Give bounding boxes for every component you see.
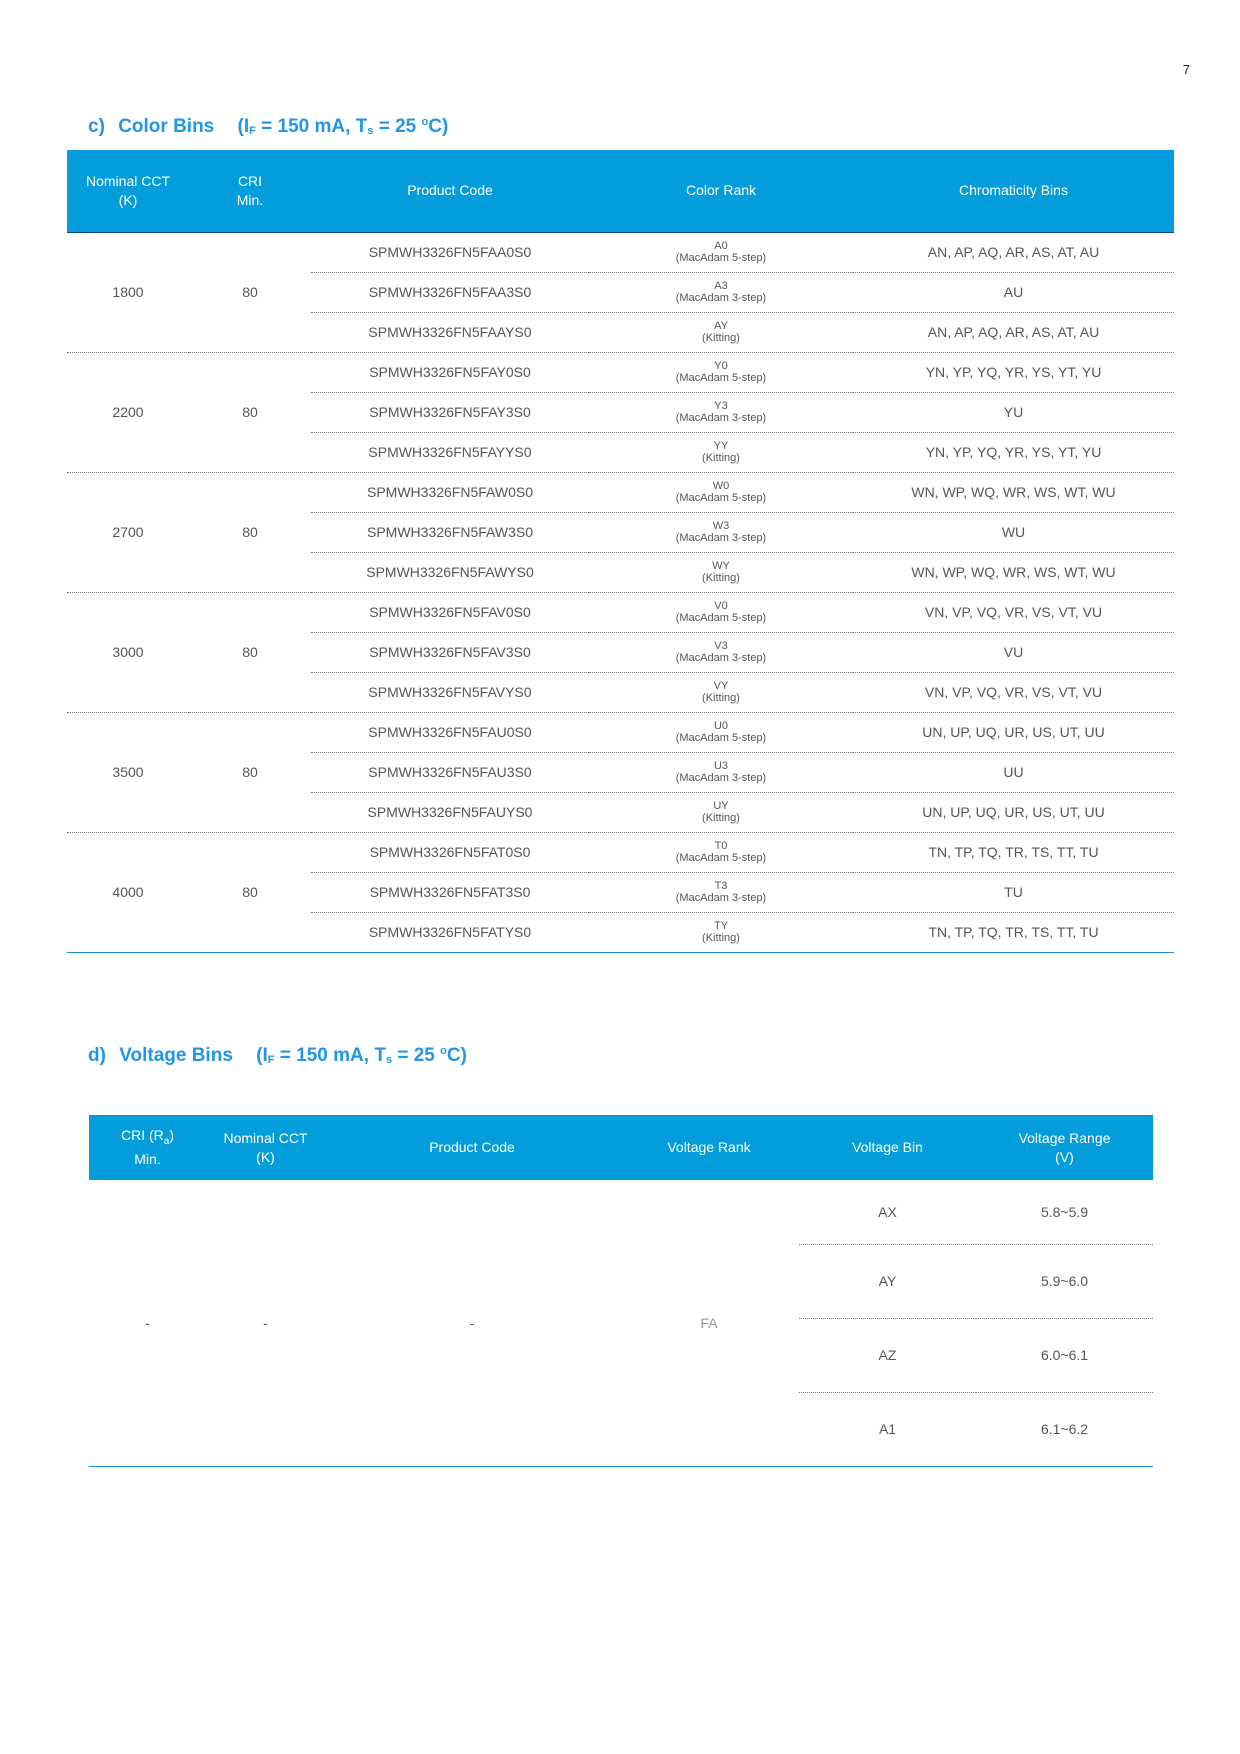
- voltage-bins-title: [88, 1045, 467, 1067]
- color-rank-note: (MacAdam 5-step): [675, 732, 767, 744]
- header-voltage-rank: Voltage Rank: [619, 1115, 799, 1180]
- color-rank-note: (MacAdam 3-step): [675, 412, 767, 424]
- color-rank-note: (MacAdam 3-step): [675, 892, 767, 904]
- test-condition: ($I_F = 150$ mA, $T_s = 25$ $^o$C): [256, 1045, 467, 1066]
- product-code-cell: SPMWH3326FN5FAY3S0: [311, 392, 589, 432]
- header-chromaticity-bins: Chromaticity Bins: [853, 150, 1174, 232]
- color-rank-code: W3: [712, 520, 730, 532]
- color-rank-note: (Kitting): [702, 332, 740, 344]
- color-rank-note: (MacAdam 5-step): [675, 372, 767, 384]
- chromaticity-bins-cell: UN, UP, UQ, UR, US, UT, UU: [853, 712, 1174, 752]
- table-row: [67, 712, 1174, 752]
- nominal-cct-cell: 1800: [67, 232, 189, 352]
- cri-min-cell: 80: [189, 232, 311, 352]
- color-rank-cell: [589, 272, 853, 312]
- color-rank-code: V3: [714, 640, 728, 652]
- nominal-cct-cell: 4000: [67, 832, 189, 952]
- color-rank-cell: [589, 792, 853, 832]
- chromaticity-bins-cell: YU: [853, 392, 1174, 432]
- product-code-cell: SPMWH3326FN5FAV3S0: [311, 632, 589, 672]
- color-rank-cell: [589, 672, 853, 712]
- nominal-cct-cell: 2200: [67, 352, 189, 472]
- color-bins-title: [88, 116, 448, 138]
- chromaticity-bins-cell: AN, AP, AQ, AR, AS, AT, AU: [853, 312, 1174, 352]
- color-rank-code: VY: [713, 680, 729, 692]
- color-rank-cell: [589, 912, 853, 952]
- voltage-rank-cell: FA: [619, 1180, 799, 1466]
- cri-min-cell: 80: [189, 592, 311, 712]
- color-rank-code: Y0: [714, 360, 728, 372]
- color-rank-note: (MacAdam 5-step): [675, 492, 767, 504]
- color-rank-code: W0: [712, 480, 730, 492]
- table-row: [67, 832, 1174, 872]
- color-rank-code: T0: [714, 840, 728, 852]
- header-voltage-range: Voltage Range (V): [976, 1115, 1153, 1180]
- color-rank-note: (Kitting): [702, 932, 740, 944]
- color-rank-note: (MacAdam 3-step): [675, 532, 767, 544]
- color-rank-code: Y3: [714, 400, 728, 412]
- header-cri-min: CRI Min.: [189, 150, 311, 232]
- product-code-cell: SPMWH3326FN5FAU0S0: [311, 712, 589, 752]
- color-rank-note: (Kitting): [702, 692, 740, 704]
- color-rank-note: (MacAdam 3-step): [675, 772, 767, 784]
- product-code-cell: SPMWH3326FN5FAVYS0: [311, 672, 589, 712]
- color-bins-body: [67, 232, 1174, 952]
- chromaticity-bins-cell: TU: [853, 872, 1174, 912]
- header-color-rank: Color Rank: [589, 150, 853, 232]
- color-rank-note: (Kitting): [702, 812, 740, 824]
- table-row: [67, 232, 1174, 272]
- chromaticity-bins-cell: WN, WP, WQ, WR, WS, WT, WU: [853, 472, 1174, 512]
- color-rank-cell: [589, 872, 853, 912]
- voltage-range-cell: 5.9~6.0: [976, 1244, 1153, 1318]
- product-code-cell: SPMWH3326FN5FAA0S0: [311, 232, 589, 272]
- color-rank-note: (MacAdam 5-step): [675, 852, 767, 864]
- product-code-cell: SPMWH3326FN5FAW3S0: [311, 512, 589, 552]
- product-code-cell: SPMWH3326FN5FAT0S0: [311, 832, 589, 872]
- color-rank-note: (MacAdam 5-step): [675, 612, 767, 624]
- color-rank-cell: [589, 352, 853, 392]
- product-code-cell: -: [325, 1180, 619, 1466]
- chromaticity-bins-cell: UU: [853, 752, 1174, 792]
- color-rank-cell: [589, 232, 853, 272]
- table-row: [67, 592, 1174, 632]
- header-nominal-cct: Nominal CCT (K): [67, 150, 189, 232]
- product-code-cell: SPMWH3326FN5FAW0S0: [311, 472, 589, 512]
- voltage-range-cell: 5.8~5.9: [976, 1180, 1153, 1244]
- product-code-cell: SPMWH3326FN5FAAYS0: [311, 312, 589, 352]
- product-code-cell: SPMWH3326FN5FAT3S0: [311, 872, 589, 912]
- color-rank-code: WY: [712, 560, 730, 572]
- header-nominal-cct: Nominal CCT (K): [206, 1115, 325, 1180]
- chromaticity-bins-cell: YN, YP, YQ, YR, YS, YT, YU: [853, 432, 1174, 472]
- color-rank-code: UY: [713, 800, 729, 812]
- voltage-range-cell: 6.1~6.2: [976, 1392, 1153, 1466]
- table-header-row: [67, 150, 1174, 232]
- color-rank-cell: [589, 392, 853, 432]
- color-rank-note: (MacAdam 5-step): [675, 252, 767, 264]
- section-title-text: Voltage Bins: [119, 1045, 233, 1066]
- color-rank-cell: [589, 552, 853, 592]
- cri-min-cell: 80: [189, 472, 311, 592]
- color-rank-cell: [589, 472, 853, 512]
- nominal-cct-cell: 2700: [67, 472, 189, 592]
- cri-min-cell: 80: [189, 832, 311, 952]
- cri-min-cell: 80: [189, 352, 311, 472]
- product-code-cell: SPMWH3326FN5FAUYS0: [311, 792, 589, 832]
- product-code-cell: SPMWH3326FN5FAA3S0: [311, 272, 589, 312]
- color-rank-code: U0: [713, 720, 729, 732]
- color-rank-code: TY: [713, 920, 729, 932]
- chromaticity-bins-cell: VN, VP, VQ, VR, VS, VT, VU: [853, 672, 1174, 712]
- section-title-text: Color Bins: [118, 116, 215, 137]
- color-rank-cell: [589, 832, 853, 872]
- color-rank-code: T3: [714, 880, 728, 892]
- color-rank-cell: [589, 632, 853, 672]
- section-prefix: d): [88, 1045, 106, 1066]
- table-header-row: [89, 1115, 1153, 1180]
- color-rank-note: (Kitting): [702, 572, 740, 584]
- table-row: [89, 1180, 1153, 1244]
- chromaticity-bins-cell: TN, TP, TQ, TR, TS, TT, TU: [853, 912, 1174, 952]
- color-rank-code: A0: [714, 240, 728, 252]
- product-code-cell: SPMWH3326FN5FAU3S0: [311, 752, 589, 792]
- color-bins-table: [67, 150, 1174, 953]
- voltage-bins-body: [89, 1180, 1153, 1466]
- color-rank-code: YY: [713, 440, 729, 452]
- color-rank-code: V0: [714, 600, 728, 612]
- voltage-range-cell: 6.0~6.1: [976, 1318, 1153, 1392]
- chromaticity-bins-cell: TN, TP, TQ, TR, TS, TT, TU: [853, 832, 1174, 872]
- color-rank-cell: [589, 752, 853, 792]
- page-number: 7: [1182, 62, 1190, 77]
- header-voltage-bin: Voltage Bin: [799, 1115, 976, 1180]
- color-rank-cell: [589, 512, 853, 552]
- nominal-cct-cell: -: [206, 1180, 325, 1466]
- voltage-bin-cell: A1: [799, 1392, 976, 1466]
- nominal-cct-cell: 3500: [67, 712, 189, 832]
- color-rank-cell: [589, 712, 853, 752]
- color-rank-cell: [589, 432, 853, 472]
- table-row: [67, 472, 1174, 512]
- section-prefix: c): [88, 116, 105, 137]
- chromaticity-bins-cell: VN, VP, VQ, VR, VS, VT, VU: [853, 592, 1174, 632]
- chromaticity-bins-cell: AU: [853, 272, 1174, 312]
- color-rank-cell: [589, 312, 853, 352]
- header-cri-min: CRI $(R_a)$ Min.: [89, 1115, 206, 1180]
- color-rank-note: (MacAdam 3-step): [675, 292, 767, 304]
- voltage-bin-cell: AZ: [799, 1318, 976, 1392]
- voltage-bins-table: [89, 1115, 1153, 1467]
- test-condition: ($I_F = 150$ mA, $T_s = 25$ $^o$C): [237, 116, 449, 137]
- product-code-cell: SPMWH3326FN5FAWYS0: [311, 552, 589, 592]
- header-product-code: Product Code: [311, 150, 589, 232]
- product-code-cell: SPMWH3326FN5FATYS0: [311, 912, 589, 952]
- voltage-bin-cell: AY: [799, 1244, 976, 1318]
- chromaticity-bins-cell: WN, WP, WQ, WR, WS, WT, WU: [853, 552, 1174, 592]
- color-rank-code: AY: [714, 320, 728, 332]
- nominal-cct-cell: 3000: [67, 592, 189, 712]
- color-rank-note: (MacAdam 3-step): [675, 652, 767, 664]
- cri-min-cell: 80: [189, 712, 311, 832]
- color-rank-code: U3: [713, 760, 729, 772]
- header-product-code: Product Code: [325, 1115, 619, 1180]
- chromaticity-bins-cell: UN, UP, UQ, UR, US, UT, UU: [853, 792, 1174, 832]
- product-code-cell: SPMWH3326FN5FAYYS0: [311, 432, 589, 472]
- chromaticity-bins-cell: WU: [853, 512, 1174, 552]
- color-rank-cell: [589, 592, 853, 632]
- color-rank-note: (Kitting): [702, 452, 740, 464]
- chromaticity-bins-cell: VU: [853, 632, 1174, 672]
- cri-min-cell: -: [89, 1180, 206, 1466]
- chromaticity-bins-cell: YN, YP, YQ, YR, YS, YT, YU: [853, 352, 1174, 392]
- product-code-cell: SPMWH3326FN5FAV0S0: [311, 592, 589, 632]
- color-rank-code: A3: [714, 280, 728, 292]
- table-row: [67, 352, 1174, 392]
- voltage-bin-cell: AX: [799, 1180, 976, 1244]
- product-code-cell: SPMWH3326FN5FAY0S0: [311, 352, 589, 392]
- chromaticity-bins-cell: AN, AP, AQ, AR, AS, AT, AU: [853, 232, 1174, 272]
